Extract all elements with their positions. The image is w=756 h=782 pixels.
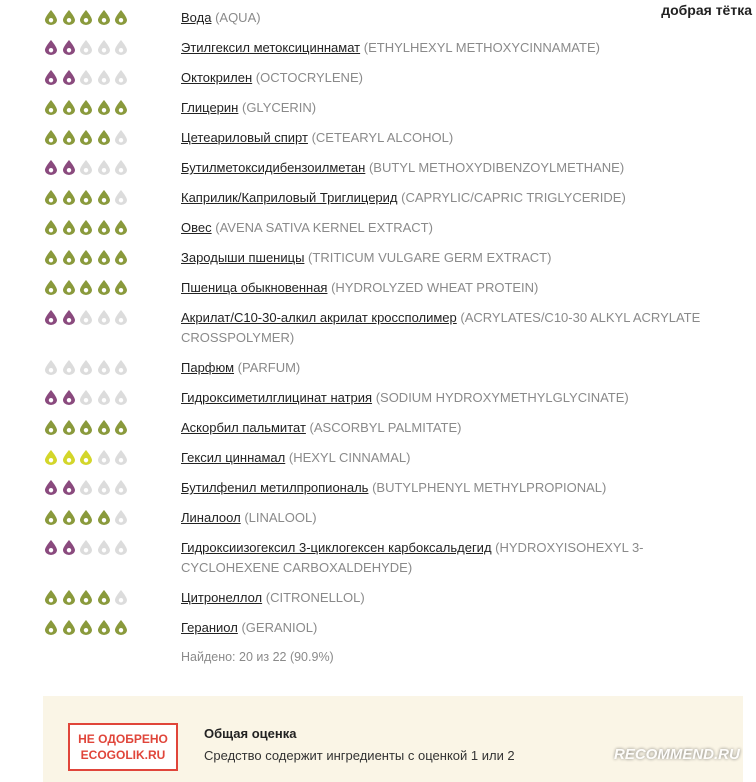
rating-drops xyxy=(43,249,133,265)
ingredient-inci: (HEXYL CINNAMAL) xyxy=(288,450,411,465)
rating-drop-icon xyxy=(113,159,129,175)
rating-drops xyxy=(43,129,133,145)
rating-drop-icon xyxy=(43,249,59,265)
ingredient-inci: (BUTYLPHENYL METHYLPROPIONAL) xyxy=(372,480,607,495)
ingredient-inci: (CITRONELLOL) xyxy=(265,590,365,605)
rating-drop-icon xyxy=(96,9,112,25)
rating-drop-icon xyxy=(78,99,94,115)
rating-drop-icon xyxy=(113,419,129,435)
rating-drop-icon xyxy=(96,69,112,85)
ingredient-name-link[interactable]: Октокрилен xyxy=(181,70,253,85)
rating-drop-icon xyxy=(113,129,129,145)
ingredient-text xyxy=(181,478,741,498)
rating-drop-icon xyxy=(78,279,94,295)
ingredient-row xyxy=(0,32,756,62)
rating-drop-icon xyxy=(61,129,77,145)
ingredient-name-link[interactable]: Пшеница обыкновенная xyxy=(181,280,328,295)
rating-drop-icon xyxy=(43,99,59,115)
ingredient-text xyxy=(181,588,741,608)
rating-drop-icon xyxy=(43,509,59,525)
rating-drop-icon xyxy=(43,389,59,405)
rating-drops xyxy=(43,69,133,85)
rating-drop-icon xyxy=(96,449,112,465)
rating-drop-icon xyxy=(113,219,129,235)
ingredient-name-link[interactable]: Цетеариловый спирт xyxy=(181,130,308,145)
ingredient-text xyxy=(181,508,741,528)
ingredient-name-link[interactable]: Гексил циннамал xyxy=(181,450,286,465)
rating-drop-icon xyxy=(61,9,77,25)
ingredient-text xyxy=(181,538,741,578)
rating-drop-icon xyxy=(61,449,77,465)
ingredient-row xyxy=(0,582,756,612)
rating-drop-icon xyxy=(96,39,112,55)
rating-drop-icon xyxy=(96,389,112,405)
ingredient-row xyxy=(0,272,756,302)
not-approved-stamp xyxy=(68,723,178,771)
ingredient-name-link[interactable]: Аскорбил пальмитат xyxy=(181,420,306,435)
rating-drops xyxy=(43,359,133,375)
rating-drop-icon xyxy=(96,619,112,635)
rating-drop-icon xyxy=(113,539,129,555)
ingredient-name-link[interactable]: Овес xyxy=(181,220,212,235)
ingredient-row xyxy=(0,412,756,442)
ingredient-text xyxy=(181,8,741,28)
ingredient-name-link[interactable]: Зародыши пшеницы xyxy=(181,250,305,265)
stamp-line1: НЕ ОДОБРЕНО xyxy=(78,732,168,746)
rating-drop-icon xyxy=(113,39,129,55)
rating-drops xyxy=(43,449,133,465)
ingredient-name-link[interactable]: Гераниол xyxy=(181,620,238,635)
ingredient-text xyxy=(181,418,741,438)
ingredient-inci: (ETHYLHEXYL METHOXYCINNAMATE) xyxy=(363,40,600,55)
rating-drop-icon xyxy=(61,279,77,295)
rating-drops xyxy=(43,219,133,235)
rating-drops xyxy=(43,389,133,405)
rating-drop-icon xyxy=(113,389,129,405)
rating-drop-icon xyxy=(78,449,94,465)
rating-drop-icon xyxy=(43,279,59,295)
found-count: Найдено: 20 из 22 (90.9%) xyxy=(181,650,334,664)
rating-drop-icon xyxy=(78,589,94,605)
rating-drop-icon xyxy=(78,539,94,555)
ingredient-inci: (HYDROLYZED WHEAT PROTEIN) xyxy=(331,280,539,295)
rating-drop-icon xyxy=(61,309,77,325)
ingredient-row xyxy=(0,152,756,182)
ingredient-row xyxy=(0,352,756,382)
rating-drop-icon xyxy=(43,619,59,635)
ingredient-inci: (OCTOCRYLENE) xyxy=(255,70,363,85)
ingredient-inci: (AVENA SATIVA KERNEL EXTRACT) xyxy=(215,220,433,235)
rating-drop-icon xyxy=(61,359,77,375)
ingredient-row xyxy=(0,242,756,272)
ingredient-row xyxy=(0,122,756,152)
rating-drop-icon xyxy=(61,219,77,235)
rating-drop-icon xyxy=(61,189,77,205)
rating-drop-icon xyxy=(43,359,59,375)
ingredient-text xyxy=(181,448,741,468)
rating-drop-icon xyxy=(113,309,129,325)
rating-drop-icon xyxy=(78,159,94,175)
ingredient-text xyxy=(181,158,741,178)
rating-drop-icon xyxy=(113,589,129,605)
rating-drop-icon xyxy=(96,279,112,295)
ingredient-text xyxy=(181,618,741,638)
ingredient-inci: (ACRYLATES/C10-30 ALKYL ACRYLATE CROSSPOLYMER) xyxy=(181,310,701,345)
rating-drop-icon xyxy=(113,99,129,115)
ingredient-inci: (TRITICUM VULGARE GERM EXTRACT) xyxy=(308,250,552,265)
rating-drop-icon xyxy=(96,129,112,145)
rating-drops xyxy=(43,9,133,25)
stamp-line2: ECOGOLIK.RU xyxy=(80,748,166,762)
watermark-bottom: RECOMMEND.RU xyxy=(614,746,740,763)
ingredient-row xyxy=(0,532,756,582)
rating-drop-icon xyxy=(78,249,94,265)
rating-drop-icon xyxy=(96,99,112,115)
ingredient-inci: (GERANIOL) xyxy=(241,620,318,635)
rating-drop-icon xyxy=(78,189,94,205)
ingredient-inci: (BUTYL METHOXYDIBENZOYLMETHANE) xyxy=(368,160,625,175)
rating-drop-icon xyxy=(113,189,129,205)
rating-drop-icon xyxy=(96,219,112,235)
ingredient-row xyxy=(0,92,756,122)
ingredient-inci: (CETEARYL ALCOHOL) xyxy=(311,130,454,145)
rating-drop-icon xyxy=(78,129,94,145)
rating-drop-icon xyxy=(43,449,59,465)
ingredient-inci: (PARFUM) xyxy=(237,360,301,375)
rating-drop-icon xyxy=(43,219,59,235)
ingredient-name-link[interactable]: Акрилат/С10-30-алкил акрилат кроссполимер xyxy=(181,310,457,325)
rating-drop-icon xyxy=(61,69,77,85)
rating-drop-icon xyxy=(78,9,94,25)
ingredient-name-link[interactable]: Этилгексил метоксициннамат xyxy=(181,40,361,55)
rating-drop-icon xyxy=(43,589,59,605)
ingredient-row xyxy=(0,62,756,92)
rating-drops xyxy=(43,99,133,115)
watermark-top: добрая тётка xyxy=(661,2,752,18)
rating-drop-icon xyxy=(96,249,112,265)
rating-drop-icon xyxy=(113,479,129,495)
rating-drop-icon xyxy=(61,589,77,605)
summary-description: Средство содержит ингредиенты с оценкой 1 или 2 xyxy=(204,748,515,763)
rating-drop-icon xyxy=(96,189,112,205)
ingredient-name-link[interactable]: Вода xyxy=(181,10,212,25)
rating-drop-icon xyxy=(61,99,77,115)
rating-drops xyxy=(43,589,133,605)
rating-drop-icon xyxy=(61,539,77,555)
rating-drops xyxy=(43,189,133,205)
ingredient-text xyxy=(181,388,741,408)
rating-drop-icon xyxy=(113,9,129,25)
ingredient-text xyxy=(181,308,741,348)
ingredient-inci: (GLYCERIN) xyxy=(241,100,317,115)
rating-drop-icon xyxy=(96,159,112,175)
rating-drop-icon xyxy=(113,279,129,295)
ingredient-text xyxy=(181,38,741,58)
rating-drop-icon xyxy=(96,589,112,605)
rating-drop-icon xyxy=(96,539,112,555)
rating-drop-icon xyxy=(43,129,59,145)
ingredient-list xyxy=(0,2,756,642)
ingredient-text xyxy=(181,358,741,378)
ingredient-text xyxy=(181,98,741,118)
rating-drop-icon xyxy=(113,249,129,265)
rating-drop-icon xyxy=(61,619,77,635)
rating-drop-icon xyxy=(96,479,112,495)
rating-drop-icon xyxy=(78,479,94,495)
rating-drop-icon xyxy=(96,509,112,525)
ingredient-name-link[interactable]: Бутилметоксидибензоилметан xyxy=(181,160,366,175)
rating-drop-icon xyxy=(78,69,94,85)
ingredient-row xyxy=(0,2,756,32)
ingredient-text xyxy=(181,218,741,238)
rating-drop-icon xyxy=(43,9,59,25)
rating-drop-icon xyxy=(61,509,77,525)
rating-drops xyxy=(43,39,133,55)
rating-drop-icon xyxy=(61,249,77,265)
ingredient-row xyxy=(0,502,756,532)
ingredient-row xyxy=(0,302,756,352)
rating-drops xyxy=(43,309,133,325)
rating-drop-icon xyxy=(78,219,94,235)
ingredient-inci: (HYDROXYISOHEXYL 3-CYCLOHEXENE CARBOXALDEHYDE) xyxy=(181,540,644,575)
rating-drop-icon xyxy=(78,39,94,55)
rating-drop-icon xyxy=(43,539,59,555)
ingredient-name-link[interactable]: Линалоол xyxy=(181,510,241,525)
ingredient-name-link[interactable]: Цитронеллол xyxy=(181,590,263,605)
rating-drop-icon xyxy=(113,509,129,525)
ingredient-name-link[interactable]: Глицерин xyxy=(181,100,239,115)
ingredient-inci: (LINALOOL) xyxy=(244,510,317,525)
rating-drop-icon xyxy=(113,359,129,375)
summary-title: Общая оценка xyxy=(204,726,297,741)
rating-drop-icon xyxy=(78,619,94,635)
ingredient-row xyxy=(0,182,756,212)
ingredient-inci: (ASCORBYL PALMITATE) xyxy=(309,420,462,435)
ingredient-name-link[interactable]: Гидроксиизогексил 3-циклогексен карбоксальдегид xyxy=(181,540,492,555)
rating-drop-icon xyxy=(61,39,77,55)
ingredient-text xyxy=(181,248,741,268)
ingredient-name-link[interactable]: Парфюм xyxy=(181,360,235,375)
rating-drops xyxy=(43,419,133,435)
ingredient-name-link[interactable]: Бутилфенил метилпропиональ xyxy=(181,480,369,495)
ingredient-name-link[interactable]: Каприлик/Каприловый Триглицерид xyxy=(181,190,398,205)
rating-drop-icon xyxy=(43,419,59,435)
rating-drop-icon xyxy=(43,189,59,205)
rating-drop-icon xyxy=(61,419,77,435)
rating-drops xyxy=(43,279,133,295)
rating-drops xyxy=(43,509,133,525)
rating-drops xyxy=(43,479,133,495)
rating-drop-icon xyxy=(96,359,112,375)
ingredient-text xyxy=(181,188,741,208)
ingredient-name-link[interactable]: Гидроксиметилглицинат натрия xyxy=(181,390,373,405)
ingredient-row xyxy=(0,442,756,472)
rating-drop-icon xyxy=(43,309,59,325)
summary-panel xyxy=(43,696,743,782)
ingredient-inci: (SODIUM HYDROXYMETHYLGLYCINATE) xyxy=(375,390,629,405)
ingredient-text xyxy=(181,278,741,298)
ingredient-row xyxy=(0,382,756,412)
rating-drop-icon xyxy=(78,419,94,435)
rating-drop-icon xyxy=(78,309,94,325)
rating-drop-icon xyxy=(43,39,59,55)
rating-drop-icon xyxy=(43,159,59,175)
rating-drop-icon xyxy=(61,389,77,405)
rating-drop-icon xyxy=(78,509,94,525)
rating-drop-icon xyxy=(96,419,112,435)
rating-drops xyxy=(43,159,133,175)
rating-drop-icon xyxy=(43,69,59,85)
rating-drops xyxy=(43,539,133,555)
rating-drop-icon xyxy=(61,479,77,495)
rating-drop-icon xyxy=(96,309,112,325)
ingredient-row xyxy=(0,472,756,502)
rating-drop-icon xyxy=(113,69,129,85)
rating-drop-icon xyxy=(61,159,77,175)
rating-drop-icon xyxy=(43,479,59,495)
rating-drop-icon xyxy=(78,389,94,405)
ingredient-text xyxy=(181,68,741,88)
rating-drop-icon xyxy=(113,619,129,635)
ingredient-text xyxy=(181,128,741,148)
rating-drops xyxy=(43,619,133,635)
ingredient-inci: (AQUA) xyxy=(215,10,261,25)
rating-drop-icon xyxy=(78,359,94,375)
ingredient-row xyxy=(0,612,756,642)
ingredient-inci: (CAPRYLIC/CAPRIC TRIGLYCERIDE) xyxy=(401,190,626,205)
rating-drop-icon xyxy=(113,449,129,465)
ingredient-row xyxy=(0,212,756,242)
